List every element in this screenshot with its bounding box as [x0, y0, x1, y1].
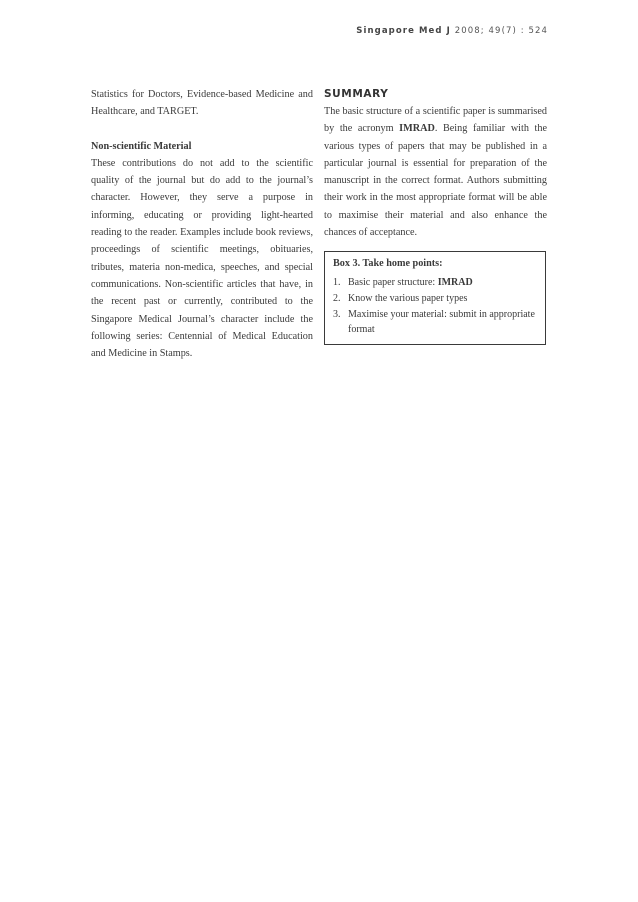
summary-acronym: IMRAD	[399, 123, 435, 135]
summary-text-end: . Being familiar with the various types of papers that may be published in a particular journal is essential for preparation of the manuscript in the correct format. Authors submitting their work in the most appropriate format will be able to maximise their material and also enhance the chances of acceptance.	[324, 123, 547, 239]
list-number: 2.	[333, 293, 341, 305]
paragraph-non-scientific: These contributions do not add to the scientific quality of the journal but do add to the journal’s character. However, they serve a purpose in informing, educating or providing light-hearted reading to the reader. Examples include book reviews, proceedings of scientific meetings, obituaries, tributes, materia non-medica, speeches, and special communications. Non-scientific articles that have, in the recent past or currently, contributed to the Singapore Medical Journal’s character include the following series: Centennial of Medical Education and Medicine in Stamps.	[91, 157, 313, 360]
list-emphasis: IMRAD	[437, 277, 473, 289]
right-column	[324, 86, 547, 345]
list-item	[333, 275, 537, 290]
list-text: Maximise your material: submit in appropriate format	[348, 309, 535, 336]
list-text: Basic paper structure: IMRAD	[348, 277, 473, 289]
list-number: 1.	[333, 277, 341, 289]
list-item	[333, 307, 537, 337]
box-title: Box 3. Take home points:	[333, 258, 443, 270]
running-header	[356, 26, 548, 36]
section-heading-summary: SUMMARY	[324, 88, 389, 100]
journal-citation: 2008; 49(7) : 524	[454, 26, 548, 36]
summary-text-start: The basic structure of a scientific paper is summarised by the acronym	[324, 106, 547, 135]
paragraph-statistics: Statistics for Doctors, Evidence-based Medicine and Healthcare, and TARGET.	[91, 89, 313, 118]
journal-name: Singapore Med J	[356, 26, 451, 36]
list-item	[333, 291, 537, 306]
left-column	[91, 86, 313, 362]
list-text: Know the various paper types	[348, 293, 468, 305]
list-number: 3.	[333, 309, 341, 321]
paragraph-summary	[324, 103, 547, 241]
take-home-list	[333, 275, 537, 337]
take-home-points-box	[324, 251, 546, 345]
subheading-non-scientific-material: Non-scientific Material	[91, 140, 192, 152]
